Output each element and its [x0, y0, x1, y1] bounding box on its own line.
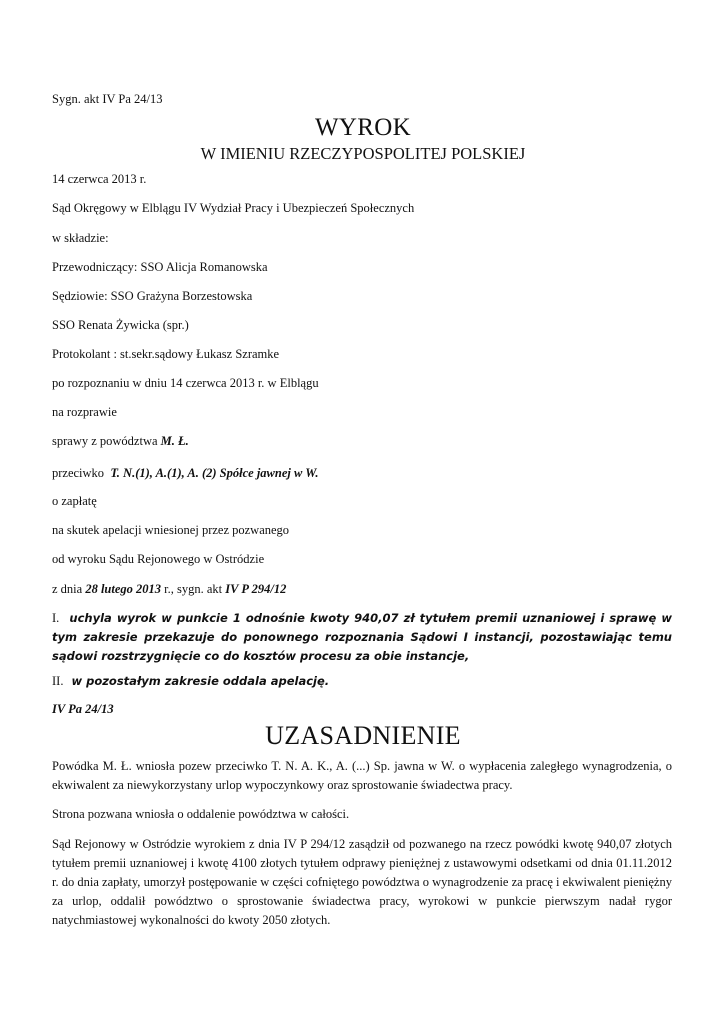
appeal-info: na skutek apelacji wniesionej przez pozwanego	[52, 523, 290, 537]
court-clerk: Protokolant : st.sekr.sądowy Łukasz Szramke	[52, 347, 280, 361]
plaintiff-prefix: sprawy z powództwa	[52, 434, 158, 448]
lower-judgment-signature: IV P 294/12	[225, 582, 287, 596]
date-suffix: r., sygn. akt	[161, 582, 226, 596]
document-title: WYROK	[315, 114, 411, 141]
ruling-item-2-text: w pozostałym zakresie oddala apelację.	[71, 674, 330, 688]
defendant-prefix: przeciwko	[52, 466, 105, 480]
ruling-item-1-number: I.	[52, 611, 60, 625]
judgment-date: 14 czerwca 2013 r.	[52, 172, 147, 186]
plaintiff-line	[52, 434, 189, 449]
ruling-item-2-number: II.	[52, 674, 64, 688]
case-signature: Sygn. akt IV Pa 24/13	[52, 92, 163, 106]
ruling-item-1	[52, 609, 672, 666]
court-name: Sąd Okręgowy w Elblągu IV Wydział Pracy i Ubezpieczeń Społecznych	[52, 201, 415, 215]
judge-2: SSO Renata Żywicka (spr.)	[52, 318, 189, 332]
at-hearing: na rozprawie	[52, 405, 117, 419]
justification-paragraph-3: Sąd Rejonowy w Ostródzie wyrokiem z dnia IV P 294/12 zasądził od pozwanego na rzecz powódki kwotę 940,07 złotych tytułem premii uznaniowej i kwotę 4100 złotych tytułem odprawy pieniężnej z ustawowymi odsetkami od dnia 01.11.2012 r. do dnia zapłaty, umorzył postępowanie w części cofniętego powództwa o wynagrodzenie za pracę i ekwiwalent pieniężny za urlop, oddalił powództwo o sprostowanie świadectwa pracy, wyrokowi w punkcie pierwszym nadał rygor natychmiastowej wykonalności do kwoty 2050 złotych.	[52, 837, 672, 927]
defendant-line	[52, 466, 319, 481]
judge-1: Sędziowie: SSO Grażyna Borzestowska	[52, 289, 253, 303]
signature-repeat: IV Pa 24/13	[52, 702, 114, 716]
plaintiff-name: M. Ł.	[160, 434, 189, 448]
justification-title: UZASADNIENIE	[265, 721, 461, 750]
defendant-name: T. N.(1), A.(1), A. (2) Spółce jawnej w W.	[110, 466, 319, 480]
date-prefix: z dnia	[52, 582, 83, 596]
justification-paragraph-2: Strona pozwana wniosła o oddalenie powództwa w całości.	[52, 807, 350, 821]
lower-court-judgment: od wyroku Sądu Rejonowego w Ostródzie	[52, 552, 265, 566]
hearing-info: po rozpoznaniu w dniu 14 czerwca 2013 r. w Elblągu	[52, 376, 319, 390]
case-subject: o zapłatę	[52, 494, 97, 508]
ruling-item-1-text: uchyla wyrok w punkcie 1 odnośnie kwoty 940,07 zł tytułem premii uznaniowej i sprawę w tym zakresie przekazuje do ponownego rozpoznania Sądowi I instancji, pozostawiając temu sądowi rozstrzygnięcie co do kosztów procesu za obie instancje,	[52, 611, 672, 663]
document-subtitle: W IMIENIU RZECZYPOSPOLITEJ POLSKIEJ	[200, 144, 526, 163]
ruling-item-2	[52, 672, 672, 691]
lower-judgment-date-line	[52, 582, 286, 597]
lower-judgment-date: 28 lutego 2013	[85, 582, 162, 596]
justification-paragraph-1: Powódka M. Ł. wniosła pozew przeciwko T. N. A. K., A. (...) Sp. jawna w W. o wypłacenia zaległego wynagrodzenia, o ekwiwalent za niewykorzystany urlop wypoczynkowy oraz sprostowanie świadectwa pracy.	[52, 759, 672, 792]
chair-judge: Przewodniczący: SSO Alicja Romanowska	[52, 260, 268, 274]
composition-label: w składzie:	[52, 231, 109, 245]
